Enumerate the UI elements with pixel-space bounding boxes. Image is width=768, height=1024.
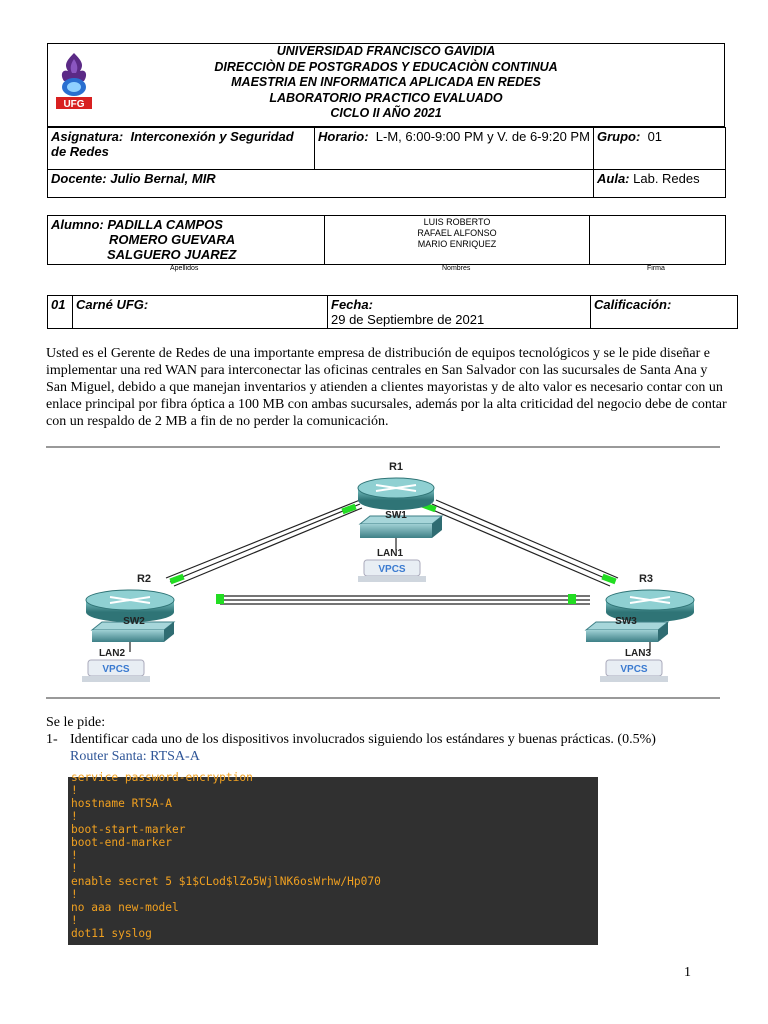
page-number: 1 [684, 965, 691, 980]
vpcs1-label: VPCS [378, 564, 406, 575]
name-3: MARIO ENRIQUEZ [417, 239, 497, 249]
intro-paragraph: Usted es el Gerente de Redes de una importante empresa de distribución de equipos tecnológicos y se le pide diseñar e implementar una red WAN para interconectar las oficinas centrales en San Salvador con las sucursales de Santa Ana y San Miguel, debido a que manejan inventarios y atienden a clientes mayoristas y de alto valor es necesario contar con un enlace principal por fibra óptica a 100 MB con ambas sucursales, además por la alta criticidad del negocio debe de contar con un respaldo de 2 MB a fin de no perder la comunicación. [46, 346, 727, 429]
router-r2-label: R2 [136, 573, 152, 585]
task-subheading: Router Santa: RTSA-A [70, 749, 200, 764]
code-line: ! [71, 888, 78, 901]
subject-cell: Asignatura: Interconexión y Seguridad de Redes [48, 128, 315, 170]
code-line: boot-end-marker [71, 836, 173, 849]
code-line: ! [71, 849, 78, 862]
vpcs-pc3-icon [600, 660, 668, 682]
student-names-cell [325, 216, 590, 265]
room-cell: Aula: Lab. Redes [594, 170, 726, 198]
switch-sw1-label: SW1 [385, 510, 407, 521]
vpcs-pc2-icon [82, 660, 150, 682]
vpcs3-label: VPCS [620, 664, 648, 675]
student-surnames-cell: Alumno: PADILLA CAMPOS ROMERO GUEVARA SALGUERO JUAREZ [48, 216, 325, 265]
task-intro: Se le pide: [46, 715, 106, 730]
vpcs2-label: VPCS [102, 664, 130, 675]
name-1: LUIS ROBERTO [423, 217, 491, 227]
lan2-label: LAN2 [98, 648, 126, 659]
surname-2: ROMERO GUEVARA [109, 232, 236, 247]
header-box [47, 43, 725, 127]
task-item-text: Identificar cada uno de los dispositivos involucrados siguiendo los estándares y buenas prácticas. (0.5%) [70, 732, 656, 747]
schedule-cell: Horario: L-M, 6:00-9:00 PM y V. de 6-9:20 PM [315, 128, 594, 170]
teacher-cell: Docente: Julio Bernal, MIR [48, 170, 594, 198]
lan3-label: LAN3 [624, 648, 652, 659]
switch-sw3-label: SW3 [615, 616, 637, 627]
switch-sw2-label: SW2 [123, 616, 145, 627]
router-config-screenshot [68, 771, 598, 945]
signature-cell [590, 216, 726, 265]
code-line: ! [71, 914, 78, 927]
code-line: service password-encryption [71, 771, 253, 784]
code-line: hostname RTSA-A [71, 797, 173, 810]
surname-3: SALGUERO JUAREZ [107, 247, 237, 262]
task-item-number: 1- [46, 732, 58, 747]
student-table [47, 215, 726, 265]
code-line: ! [71, 862, 78, 875]
group-cell: Grupo: 01 [594, 128, 726, 170]
number-cell: 01 [48, 296, 73, 329]
code-line: dot11 syslog [71, 927, 152, 940]
program-title: MAESTRIA EN INFORMATICA APLICADA EN REDES [231, 75, 541, 89]
grade-cell: Calificación: [591, 296, 738, 329]
university-title: UNIVERSIDAD FRANCISCO GAVIDIA [276, 44, 496, 58]
router-r3-label: R3 [638, 573, 654, 585]
router-r1-icon [358, 478, 434, 510]
direction-title: DIRECCIÒN DE POSTGRADOS Y EDUCACIÒN CONTINUA [214, 59, 558, 74]
code-line: no aaa new-model [71, 901, 179, 914]
course-info-table [47, 127, 726, 198]
date-cell: Fecha: 29 de Septiembre de 2021 [328, 296, 591, 329]
code-line: enable secret 5 $1$CLod$lZo5WjlNK6osWrhw/Hp070 [71, 875, 381, 888]
ufg-logo [52, 51, 96, 109]
surname-1: PADILLA CAMPOS [107, 217, 223, 232]
lab-title: LABORATORIO PRACTICO EVALUADO [269, 90, 503, 105]
lan1-label: LAN1 [376, 548, 404, 559]
divider-top [46, 446, 720, 448]
code-line: ! [71, 784, 78, 797]
caption-names: Nombres [442, 265, 471, 272]
id-cell: Carné UFG: [73, 296, 328, 329]
router-r1-label: R1 [388, 461, 404, 473]
cycle-title: CICLO II AÑO 2021 [330, 106, 442, 120]
code-line: boot-start-marker [71, 823, 186, 836]
code-line: ! [71, 810, 78, 823]
divider-bottom [46, 697, 720, 699]
name-2: RAFAEL ALFONSO [417, 228, 497, 238]
logo-text: UFG [63, 99, 85, 109]
network-diagram [70, 452, 710, 692]
vpcs-pc1-icon [358, 560, 426, 582]
caption-signature: Firma [647, 265, 665, 272]
submission-table [47, 295, 738, 329]
caption-surnames: Apellidos [170, 265, 199, 272]
